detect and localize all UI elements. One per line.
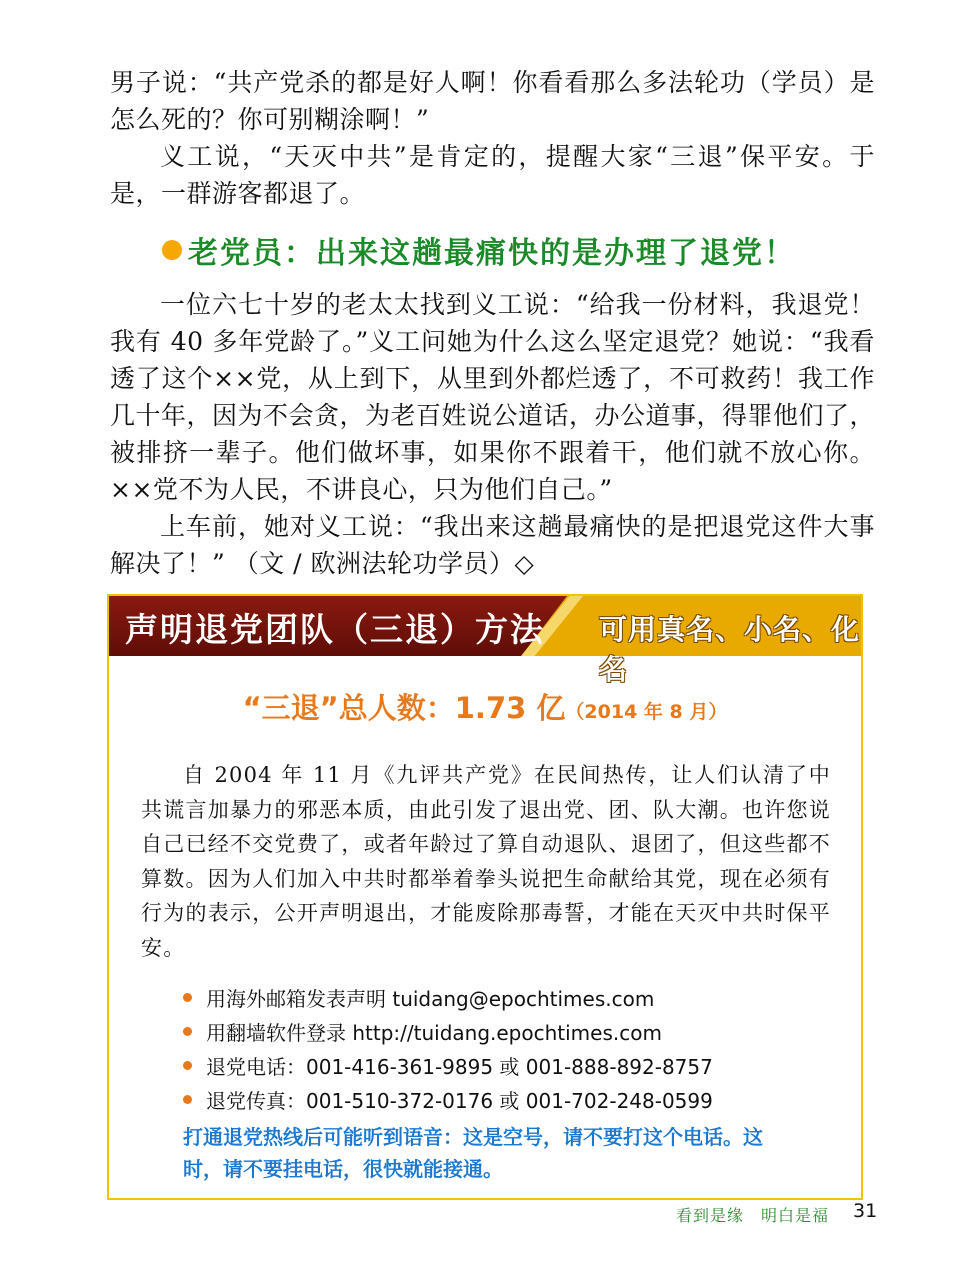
bullet-icon: [183, 1095, 192, 1104]
method-phone-text: 退党电话：001-416-361-9895 或 001-888-892-8757: [206, 1054, 713, 1079]
method-website: [183, 1014, 843, 1048]
paragraph-3: 一位六七十岁的老太太找到义工说：“给我一份材料，我退党！我有 40 多年党龄了。”义工问她为什么这么坚定退党？她说：“我看透了这个××党，从上到下，从里到外都烂透了，不可救药！我工作几十年，因为不会贪，为老百姓说公道话，办公道事，得罪他们了，被排挤一辈子。他们做坏事，如果你不跟着干，他们就不放心你。××党不为人民，不讲良心，只为他们自己。”: [110, 290, 876, 504]
footer-slogan: 看到是缘 明白是福: [676, 1206, 830, 1225]
method-phone: [183, 1048, 843, 1082]
method-email-text: 用海外邮箱发表声明 tuidang@epochtimes.com: [206, 986, 655, 1011]
section-heading-text: 老党员：出来这趟最痛快的是办理了退党！: [188, 236, 796, 271]
paragraph-2: 义工说，“天灭中共”是肯定的，提醒大家“三退”保平安。于是，一群游客都退了。: [110, 142, 875, 208]
bullet-icon: [183, 1061, 192, 1070]
methods-list: [183, 980, 843, 1116]
quit-party-info-box: [107, 594, 863, 1200]
method-fax: [183, 1082, 843, 1116]
bullet-icon: [183, 1027, 192, 1036]
method-website-text: 用翻墙软件登录 http://tuidang.epochtimes.com: [206, 1020, 662, 1045]
total-count: [109, 686, 861, 727]
hotline-notice: 打通退党热线后可能听到语音：这是空号，请不要打这个电话。这时，请不要挂电话，很快就能接通。: [183, 1125, 763, 1181]
page-number: 31: [853, 1200, 878, 1222]
method-email: [183, 980, 843, 1014]
banner-subtitle: 可用真名、小名、化名: [599, 613, 861, 686]
method-fax-text: 退党传真：001-510-372-0176 或 001-702-248-0599: [206, 1088, 713, 1113]
total-count-label: “三退”总人数：1.73 亿: [242, 691, 566, 725]
paragraph-1: 男子说：“共产党杀的都是好人啊！你看看那么多法轮功（学员）是怎么死的？你可别糊涂啊！”: [110, 68, 875, 134]
bullet-icon: [183, 993, 192, 1002]
paragraph-4: 上车前，她对义工说：“我出来这趟最痛快的是把退党这件大事解决了！” （文 / 欧洲法轮功学员）◇: [110, 512, 875, 578]
article: [110, 64, 875, 582]
banner-title: 声明退党团队（三退）方法: [125, 610, 545, 649]
section-heading: [162, 228, 875, 272]
bullet-dot-icon: [162, 240, 182, 260]
total-count-date: （2014 年 8 月）: [565, 701, 728, 723]
box-paragraph: 自 2004 年 11 月《九评共产党》在民间热传，让人们认清了中共谎言加暴力的邪恶本质，由此引发了退出党、团、队大潮。也许您说自己已经不交党费了，或者年龄过了算自动退队、退团了，但这些都不算数。因为人们加入中共时都举着拳头说把生命献给其党，现在必须有行为的表示，公开声明退出，才能废除那毒誓，才能在天灭中共时保平安。: [141, 763, 831, 960]
box-banner: [109, 596, 861, 686]
